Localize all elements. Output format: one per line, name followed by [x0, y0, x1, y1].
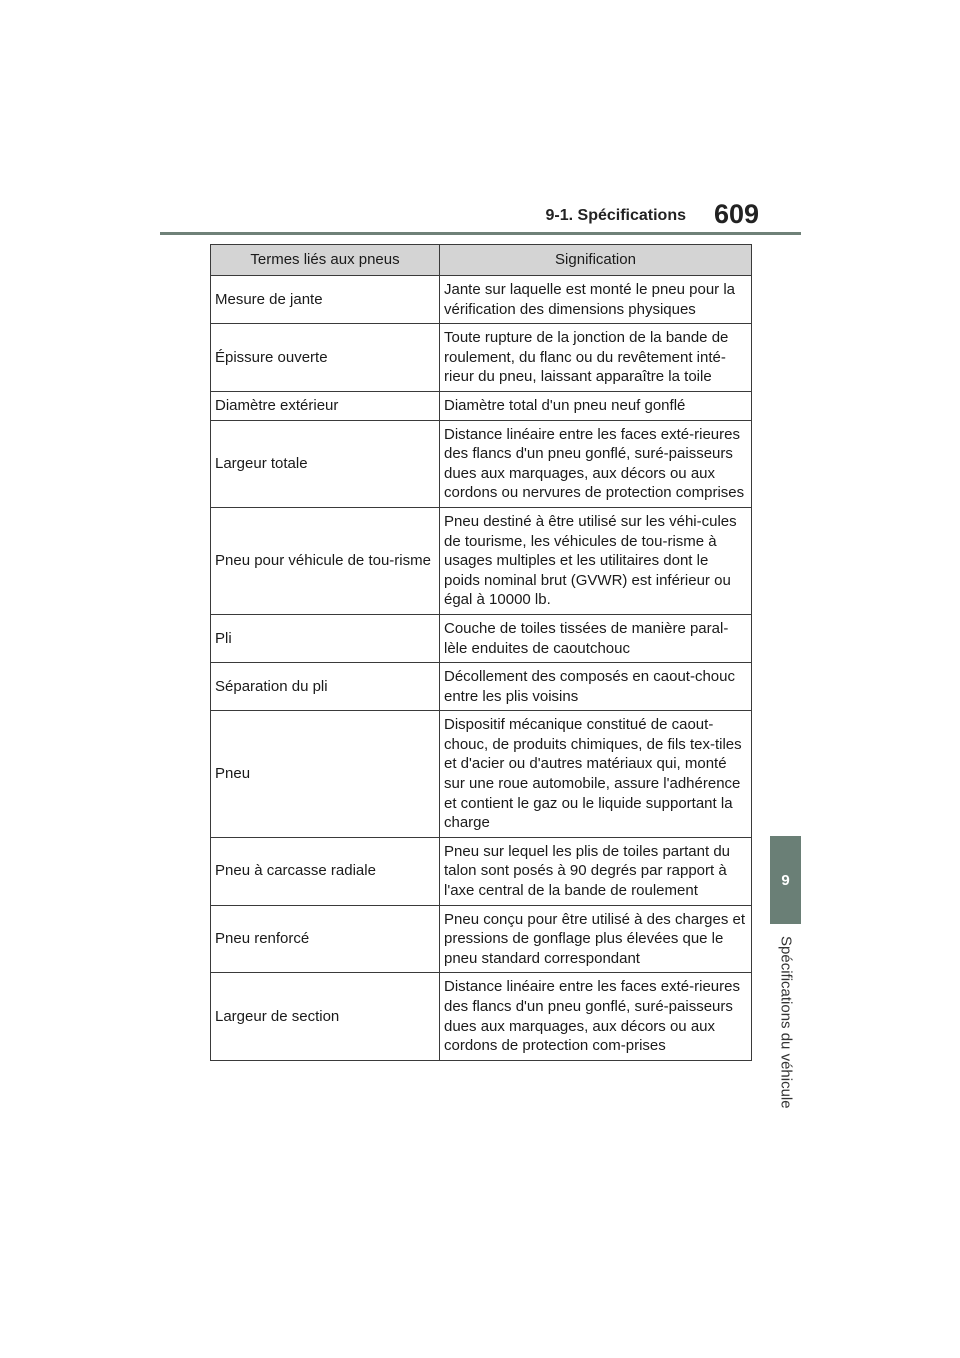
table-row [211, 905, 752, 973]
term-cell: Largeur de section [211, 973, 440, 1060]
table-row [211, 276, 752, 324]
tire-terms-table [210, 244, 752, 1061]
term-cell: Pneu à carcasse radiale [211, 837, 440, 905]
meaning-cell: Pneu destiné à être utilisé sur les véhi-cules de tourisme, les véhicules de tou-risme à usages multiples et les utilitaires dont le poids nominal brut (GVWR) est inférieur ou égal à 10000 lb. [440, 507, 752, 614]
header-divider [160, 232, 801, 235]
table-row [211, 837, 752, 905]
table-row [211, 507, 752, 614]
term-cell: Pneu pour véhicule de tou-risme [211, 507, 440, 614]
meaning-cell: Pneu conçu pour être utilisé à des charges et pressions de gonflage plus élevées que le pneu standard correspondant [440, 905, 752, 973]
table-header-row [211, 245, 752, 276]
meaning-cell: Diamètre total d'un pneu neuf gonflé [440, 391, 752, 420]
table-row [211, 663, 752, 711]
term-cell: Largeur totale [211, 420, 440, 507]
meaning-cell: Décollement des composés en caout-chouc entre les plis voisins [440, 663, 752, 711]
table-row [211, 324, 752, 392]
page-number: 609 [714, 199, 760, 229]
meaning-cell: Pneu sur lequel les plis de toiles partant du talon sont posés à 90 degrés par rapport à l'axe central de la bande de roulement [440, 837, 752, 905]
table-row [211, 614, 752, 662]
meaning-cell: Dispositif mécanique constitué de caout-chouc, de produits chimiques, de fils tex-tiles et d'acier ou d'autres matériaux qui, monté sur une roue automobile, assure l'adhérence et contient le gaz ou le liquide supportant la charge [440, 711, 752, 838]
term-cell: Séparation du pli [211, 663, 440, 711]
term-cell: Épissure ouverte [211, 324, 440, 392]
meaning-cell: Jante sur laquelle est monté le pneu pour la vérification des dimensions physiques [440, 276, 752, 324]
chapter-tab [770, 836, 801, 924]
chapter-title: Spécifications du véhicule [777, 936, 795, 1109]
term-cell: Pli [211, 614, 440, 662]
meaning-cell: Toute rupture de la jonction de la bande de roulement, du flanc ou du revêtement inté-rieur du pneu, laissant apparaître la toile [440, 324, 752, 392]
term-cell: Mesure de jante [211, 276, 440, 324]
section-title: 9-1. Spécifications [545, 207, 686, 224]
table-row [211, 420, 752, 507]
term-cell: Pneu renforcé [211, 905, 440, 973]
column-header-term: Termes liés aux pneus [211, 245, 440, 276]
term-cell: Pneu [211, 711, 440, 838]
column-header-meaning: Signification [440, 245, 752, 276]
table-row [211, 391, 752, 420]
meaning-cell: Distance linéaire entre les faces exté-rieures des flancs d'un pneu gonflé, suré-paisseurs dues aux marquages, aux décors ou aux cordons de protection com-prises [440, 973, 752, 1060]
table-row [211, 973, 752, 1060]
meaning-cell: Distance linéaire entre les faces exté-rieures des flancs d'un pneu gonflé, suré-paisseurs dues aux marquages, aux décors ou aux cordons ou nervures de protection comprises [440, 420, 752, 507]
meaning-cell: Couche de toiles tissées de manière paral-lèle enduites de caoutchouc [440, 614, 752, 662]
chapter-number: 9 [781, 871, 790, 889]
term-cell: Diamètre extérieur [211, 391, 440, 420]
table-row [211, 711, 752, 838]
